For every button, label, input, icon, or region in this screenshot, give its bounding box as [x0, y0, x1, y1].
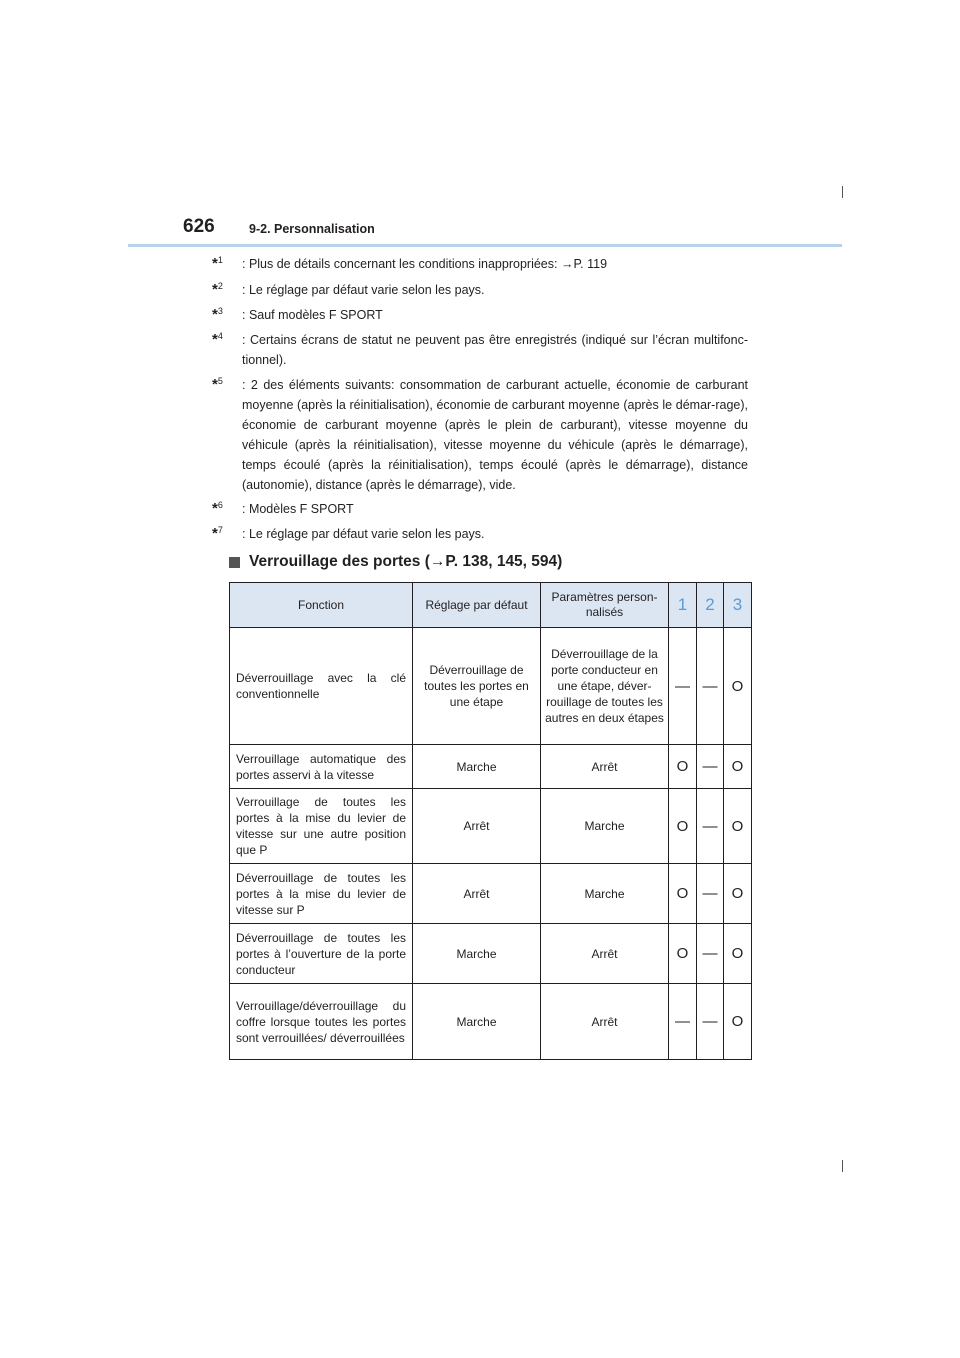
footnote-marker: *$^3$ — [212, 305, 223, 323]
section-title: 9-2. Personnalisation — [249, 222, 375, 236]
cell-default: Arrêt — [413, 789, 541, 864]
settings-table — [229, 582, 752, 1060]
footnote-2 — [212, 280, 748, 300]
table-row — [230, 745, 752, 789]
cell-custom: Arrêt — [541, 924, 669, 984]
footnote-marker: *$^7$ — [212, 524, 223, 542]
page-number: 626 — [183, 216, 215, 237]
section-heading — [229, 553, 562, 571]
cell-mark-1: O — [669, 924, 697, 984]
header-col-2 — [697, 583, 724, 628]
footnote-text: : Le réglage par défaut varie selon les pays. — [242, 283, 485, 297]
cell-function: Verrouillage automatique des portes asservi à la vitesse — [230, 745, 413, 789]
header-function: Fonction — [230, 583, 413, 628]
number-1-icon: 1 — [677, 595, 688, 614]
cell-mark-3: O — [724, 984, 752, 1060]
footnote-text: : Certains écrans de statut ne peuvent pas être enregistrés (indiqué sur l’écran multifonc-tionnel). — [242, 333, 748, 367]
footnote-text: : Le réglage par défaut varie selon les pays. — [242, 527, 485, 541]
footnote-text: : Plus de détails concernant les conditions inappropriées: →P. 119 — [242, 257, 608, 271]
number-3-icon: 3 — [732, 595, 743, 614]
footnote-7 — [212, 524, 748, 544]
cell-custom: Marche — [541, 789, 669, 864]
cell-mark-3: O — [724, 745, 752, 789]
cell-mark-1: O — [669, 864, 697, 924]
footnote-3 — [212, 305, 748, 325]
header-default: Réglage par défaut — [413, 583, 541, 628]
cell-function: Déverrouillage de toutes les portes à la mise du levier de vitesse sur P — [230, 864, 413, 924]
section-heading-text: Verrouillage des portes (→P. 138, 145, 594) — [249, 553, 563, 570]
crop-mark-top — [842, 186, 843, 198]
cell-mark-2: — — [697, 789, 724, 864]
footnote-marker: *$^4$ — [212, 330, 223, 348]
cell-custom: Marche — [541, 864, 669, 924]
cell-mark-2: — — [697, 745, 724, 789]
cell-mark-3: O — [724, 924, 752, 984]
cell-mark-3: O — [724, 789, 752, 864]
table-row — [230, 984, 752, 1060]
cell-mark-1: — — [669, 984, 697, 1060]
number-2-icon: 2 — [705, 595, 715, 614]
header-col-1 — [669, 583, 697, 628]
table-row — [230, 628, 752, 745]
cell-mark-2: — — [697, 628, 724, 745]
cell-mark-1: O — [669, 745, 697, 789]
cell-custom: Arrêt — [541, 984, 669, 1060]
cell-default: Arrêt — [413, 864, 541, 924]
footnote-text: : 2 des éléments suivants: consommation de carburant actuelle, économie de carburant moyenne (après la réinitialisation), économie de carburant moyenne (après le démar-rage), économie de carburant moyenne (après le plein de carburant), vitesse moyenne du véhicule (après la réinitialisation), vitesse moyenne du véhicule (après le démarrage), temps écoulé (après la réinitialisation), temps écoulé (après le démarrage), distance (autonomie), distance (après le démarrage), vide. — [242, 378, 748, 492]
footnote-text: : Modèles F SPORT — [242, 502, 354, 516]
cell-default: Marche — [413, 984, 541, 1060]
cell-mark-3: O — [724, 864, 752, 924]
footnote-text: : Sauf modèles F SPORT — [242, 308, 383, 322]
cell-function: Verrouillage de toutes les portes à la mise du levier de vitesse sur une autre position que P — [230, 789, 413, 864]
footnote-marker: *$^5$ — [212, 375, 223, 393]
header-col-3 — [724, 583, 752, 628]
cell-mark-1: — — [669, 628, 697, 745]
cell-function: Déverrouillage de toutes les portes à l’ouverture de la porte conducteur — [230, 924, 413, 984]
square-bullet-icon — [229, 557, 240, 568]
cell-custom: Arrêt — [541, 745, 669, 789]
table-row — [230, 864, 752, 924]
cell-custom: Déverrouillage de la porte conducteur en une étape, déver-rouillage de toutes les autres en deux étapes — [541, 628, 669, 745]
cell-mark-2: — — [697, 984, 724, 1060]
footnote-6 — [212, 499, 748, 519]
cell-function: Verrouillage/déverrouillage du coffre lorsque toutes les portes sont verrouillées/ déverrouillées — [230, 984, 413, 1060]
table-row — [230, 924, 752, 984]
footnote-marker: *$^6$ — [212, 499, 223, 517]
cell-mark-2: — — [697, 864, 724, 924]
header-custom: Paramètres person-nalisés — [541, 583, 669, 628]
footnote-5 — [212, 375, 748, 495]
crop-mark-bottom — [842, 1160, 843, 1172]
cell-default: Déverrouillage de toutes les portes en une étape — [413, 628, 541, 745]
table-row — [230, 789, 752, 864]
footnote-marker: *$^2$ — [212, 280, 223, 298]
cell-mark-3: O — [724, 628, 752, 745]
cell-function: Déverrouillage avec la clé conventionnelle — [230, 628, 413, 745]
footnote-marker: *$^1$ — [212, 254, 223, 272]
header-rule — [128, 244, 842, 247]
cell-mark-1: O — [669, 789, 697, 864]
table-header-row — [230, 583, 752, 628]
footnote-4 — [212, 330, 748, 370]
cell-default: Marche — [413, 924, 541, 984]
footnote-1 — [212, 254, 748, 274]
cell-mark-2: — — [697, 924, 724, 984]
cell-default: Marche — [413, 745, 541, 789]
